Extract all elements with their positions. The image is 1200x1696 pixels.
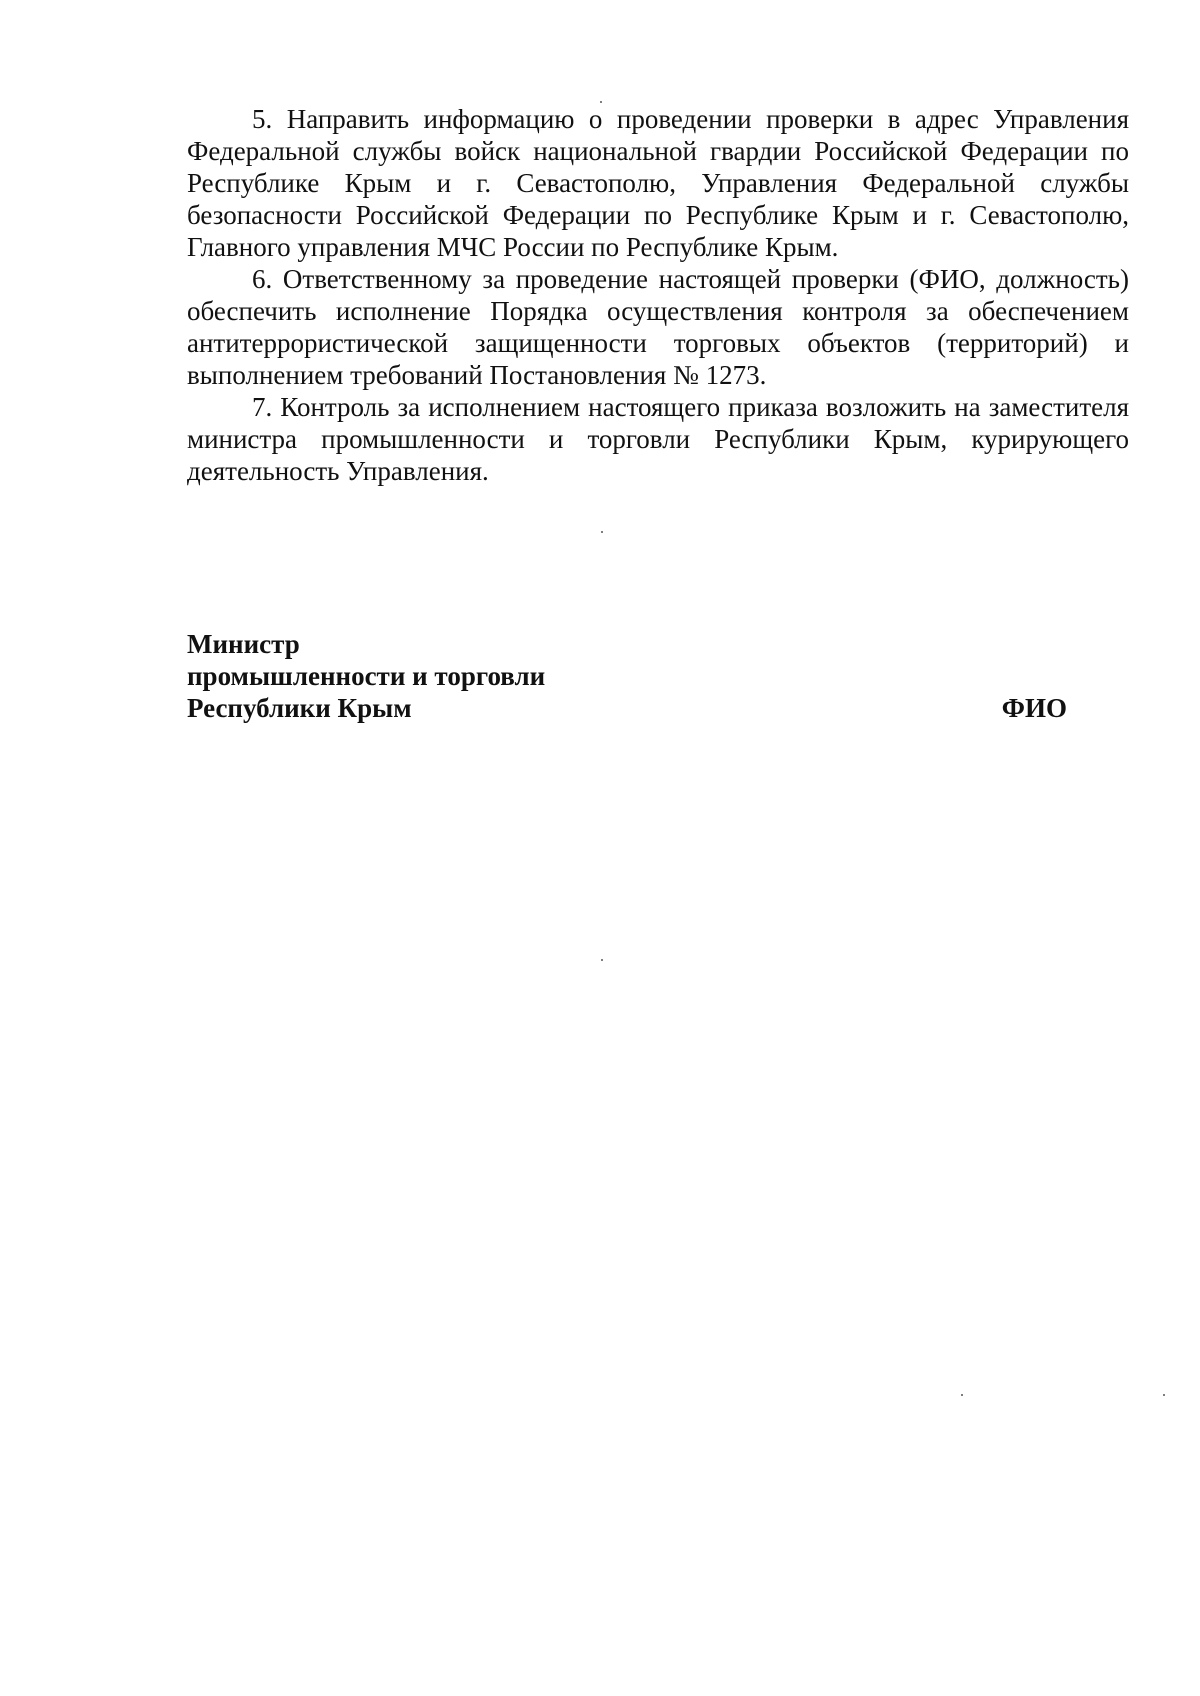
signature-title-line2: промышленности и торговли (187, 661, 546, 691)
paragraph-6: 6. Ответственному за проведение настоящей проверки (ФИО, должность) обеспечить исполнение Порядка осуществления контроля за обеспечением антитеррористической защищенности торговых объектов (территорий) и выполнением требований Постановления № 1273. (187, 264, 1129, 390)
signature-block (187, 628, 1067, 724)
document-body (187, 103, 1129, 487)
paragraph-5: 5. Направить информацию о проведении проверки в адрес Управления Федеральной службы войск национальной гвардии Российской Федерации по Республике Крым и г. Севастополю, Управления Федеральной службы безопасности Российской Федерации по Республике Крым и г. Севастополю, Главного управления МЧС России по Республике Крым. (187, 104, 1129, 262)
signature-last-row (187, 692, 1067, 724)
scan-speck (601, 959, 603, 961)
signature-title-line1: Министр (187, 629, 300, 659)
scan-speck (961, 1394, 963, 1396)
scan-speck (601, 531, 603, 533)
signature-name: ФИО (1001, 693, 1067, 723)
scan-speck (1163, 1394, 1165, 1396)
paragraph-7: 7. Контроль за исполнением настоящего приказа возложить на заместителя министра промышленности и торговли Республики Крым, курирующего деятельность Управления. (187, 392, 1129, 486)
signature-title-line3: Республики Крым (187, 693, 412, 723)
scan-speck (600, 101, 602, 103)
